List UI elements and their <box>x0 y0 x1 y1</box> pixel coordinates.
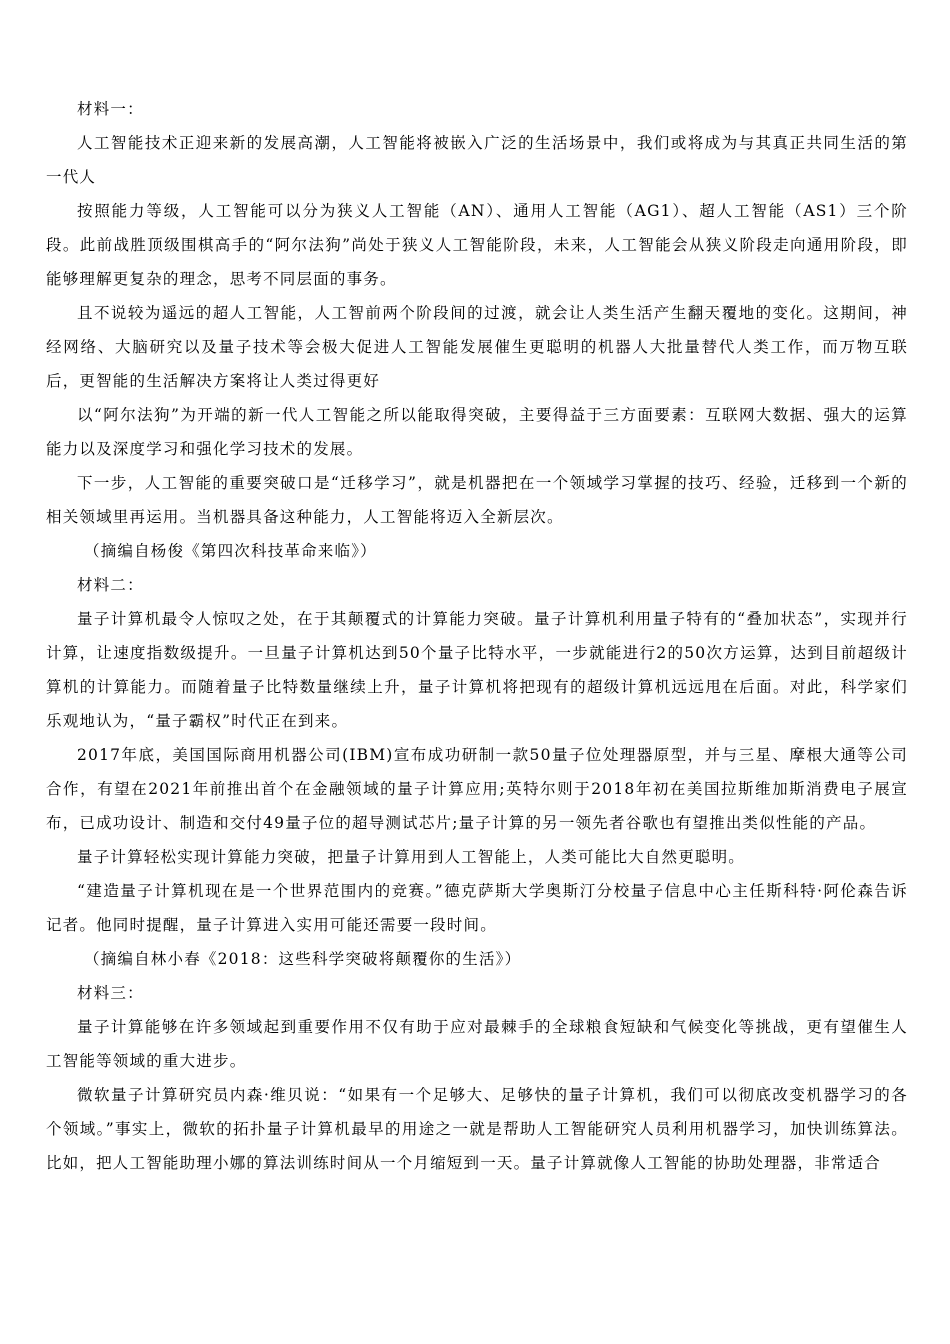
document-page <box>46 92 908 1180</box>
section-heading-3: 材料三： <box>77 984 144 1002</box>
paragraph: 下一步，人工智能的重要突破口是“迁移学习”，就是机器把在一个领域学习掌握的技巧、经验，迁移到一个新的相关领域里再运用。当机器具备这种能力，人工智能将迈入全新层次。 <box>46 474 908 526</box>
paragraph: 微软量子计算研究员内森·维贝说：“如果有一个足够大、足够快的量子计算机，我们可以彻底改变机器学习的各个领域。”事实上，微软的拓扑量子计算机最早的用途之一就是帮助人工智能研究人员利用机器学习，加快训练算法。比如，把人工智能助理小娜的算法训练时间从一个月缩短到一天。量子计算就像人工智能的协助处理器，非常适合 <box>46 1086 908 1172</box>
paragraph: 且不说较为遥远的超人工智能，人工智前两个阶段间的过渡，就会让人类生活产生翻天覆地的变化。这期间，神经网络、大脑研究以及量子技术等会极大促进人工智能发展催生更聪明的机器人大批量替代人类工作，而万物互联后，更智能的生活解决方案将让人类过得更好 <box>46 304 908 390</box>
paragraph: 以“阿尔法狗”为开端的新一代人工智能之所以能取得突破，主要得益于三方面要素：互联网大数据、强大的运算能力以及深度学习和强化学习技术的发展。 <box>46 406 908 458</box>
paragraph: 量子计算轻松实现计算能力突破，把量子计算用到人工智能上，人类可能比大自然更聪明。 <box>77 848 746 866</box>
section-heading-1: 材料一： <box>77 100 144 118</box>
paragraph: “建造量子计算机现在是一个世界范围内的竞赛。”德克萨斯大学奥斯汀分校量子信息中心主任斯科特·阿伦森告诉记者。他同时提醒，量子计算进入实用可能还需要一段时间。 <box>46 882 908 934</box>
paragraph: 2017年底，美国国际商用机器公司(IBM)宣布成功研制一款50量子位处理器原型，并与三星、摩根大通等公司合作，有望在2021年前推出首个在金融领域的量子计算应用;英特尔则于2018年初在美国拉斯维加斯消费电子展宣布，已成功设计、制造和交付49量子位的超导测试芯片;量子计算的另一领先者谷歌也有望推出类似性能的产品。 <box>46 746 908 832</box>
paragraph: 量子计算机最令人惊叹之处，在于其颠覆式的计算能力突破。量子计算机利用量子特有的“叠加状态”，实现并行计算，让速度指数级提升。一旦量子计算机达到50个量子比特水平，一步就能进行2的50次方运算，达到目前超级计算机的计算能力。而随着量子比特数量继续上升，量子计算机将把现有的超级计算机远远甩在后面。对此，科学家们乐观地认为，“量子霸权”时代正在到来。 <box>46 610 908 730</box>
source-citation-1: （摘编自杨俊《第四次科技革命来临》） <box>84 542 377 560</box>
paragraph: 按照能力等级，人工智能可以分为狭义人工智能（AN）、通用人工智能（AG1）、超人工智能（AS1）三个阶段。此前战胜顶级围棋高手的“阿尔法狗”尚处于狭义人工智能阶段，未来，人工智能会从狭义阶段走向通用阶段，即能够理解更复杂的理念，思考不同层面的事务。 <box>46 202 908 288</box>
paragraph: 人工智能技术正迎来新的发展高潮，人工智能将被嵌入广泛的生活场景中，我们或将成为与其真正共同生活的第一代人 <box>46 134 908 186</box>
source-citation-2: （摘编自林小春《2018：这些科学突破将颠覆你的生活》） <box>84 950 522 968</box>
paragraph: 量子计算能够在许多领域起到重要作用不仅有助于应对最棘手的全球粮食短缺和气候变化等挑战，更有望催生人工智能等领域的重大进步。 <box>46 1018 908 1070</box>
section-heading-2: 材料二： <box>77 576 144 594</box>
